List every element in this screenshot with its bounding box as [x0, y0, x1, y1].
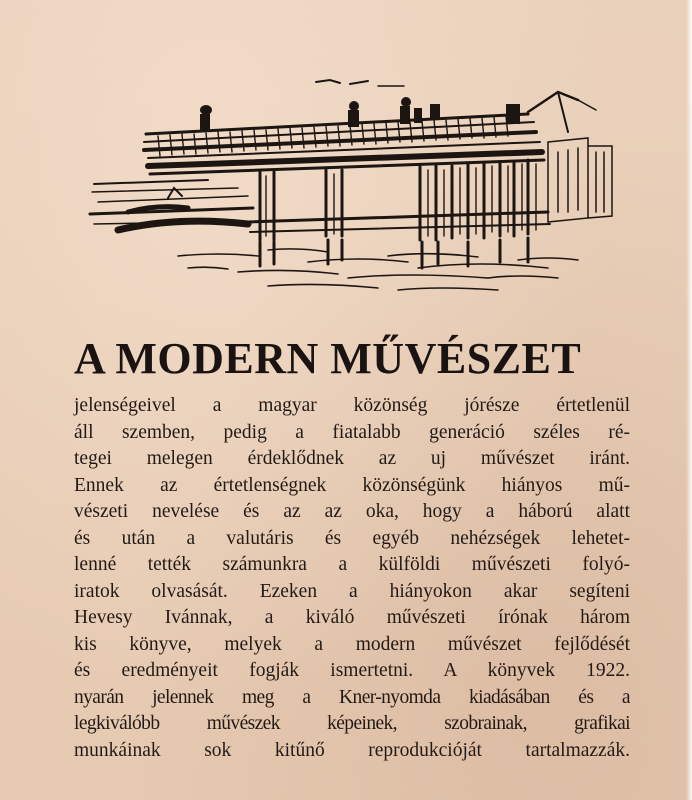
text-line: nyarán jelennek meg a Kner-nyomda kiadásában és a: [74, 686, 630, 708]
text-line: tegei melegen érdeklődnek az uj művészet iránt.: [74, 448, 630, 469]
text-line: vészeti nevelése és az az oka, hogy a háború alatt: [74, 501, 630, 522]
text-line: Ennek az értetlenségnek közönségünk hiányos mű-: [74, 474, 630, 496]
text-line: és után a valutáris és egyéb nehézségek lehetet-: [74, 527, 630, 549]
bridge-sketch-icon: [88, 72, 616, 304]
text-line: kis könyve, melyek a modern művészet fejlődését: [74, 633, 630, 655]
text-line: jelenségeivel a magyar közönség jórésze értetlenül: [74, 395, 630, 416]
text-line: iratok olvasását. Ezeken a hiányokon akar segíteni: [74, 580, 630, 602]
text-line: és eredményeit fogják ismertetni. A könyvek 1922.: [74, 660, 630, 681]
text-line: lenné tették számunkra a külföldi művészeti folyó-: [74, 554, 630, 575]
text-line: áll szemben, pedig a fiatalabb generáció széles ré-: [74, 421, 630, 443]
page-title: A MODERN MŰVÉSZET: [74, 334, 582, 383]
text-line: legkiválóbb művészek képeinek, szobrainak, grafikai: [74, 713, 630, 734]
text-line: Hevesy Ivánnak, a kiváló művészeti írónak három: [74, 607, 630, 628]
page-edge: [686, 0, 692, 800]
text-line: munkáinak sok kitűnő reprodukcióját tartalmazzák.: [74, 739, 630, 761]
article-paragraph: [74, 393, 630, 764]
